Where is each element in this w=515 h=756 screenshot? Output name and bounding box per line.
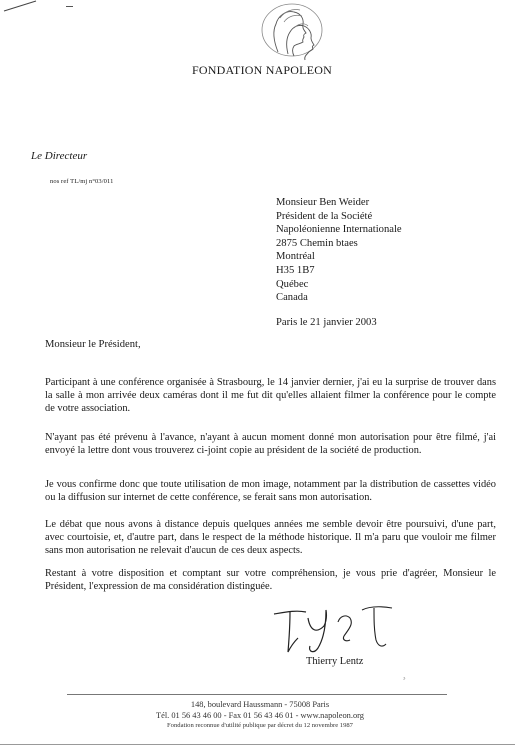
org-name: FONDATION NAPOLEON xyxy=(192,63,332,77)
handwritten-signature xyxy=(266,600,416,658)
scan-corner-mark xyxy=(0,0,40,14)
salutation: Monsieur le Président, xyxy=(45,339,141,350)
body-paragraph: Je vous confirme donc que toute utilisation de mon image, notamment par la distribution de cassettes vidéo ou la diffusion sur internet de cette conférence, se ferait sans mon autorisation. xyxy=(45,479,496,504)
address-line: Président de la Société xyxy=(276,210,373,222)
signer-name: Thierry Lentz xyxy=(306,656,364,667)
recipient-address xyxy=(276,196,402,305)
address-line: Canada xyxy=(276,292,308,304)
address-line: Napoléonienne Internationale xyxy=(276,224,402,236)
scan-speck: ᵓ xyxy=(403,674,406,684)
footer-address: 148, boulevard Haussmann - 75008 Paris xyxy=(190,700,330,709)
twin-profile-cameo-icon xyxy=(248,2,334,64)
address-line: 2875 Chemin btaes xyxy=(276,237,358,249)
footer-contact: Tél. 01 56 43 46 00 - Fax 01 56 43 46 01 - www.napoleon.org xyxy=(156,711,364,720)
scan-dash-mark xyxy=(66,6,73,7)
address-line: Québec xyxy=(276,278,309,290)
body-paragraph: Le débat que nous avons à distance depuis quelques années me semble devoir être poursuivi, d'une part, avec courtoisie, et, d'autre part, dans le respect de la méthode historique. Il m'a paru que vouloir me filmer sans mon autorisation ne relevait d'aucun de ces deux aspects. xyxy=(45,519,496,557)
address-line: Montréal xyxy=(276,251,315,263)
reference-number: nos ref TL/mj n°03/011 xyxy=(50,178,114,185)
footer-legal: Fondation reconnue d'utilité publique par décret du 12 novembre 1987 xyxy=(167,722,353,729)
address-line: Monsieur Ben Weider xyxy=(276,197,370,208)
footer-divider xyxy=(67,694,447,695)
letter-date: Paris le 21 janvier 2003 xyxy=(276,317,377,328)
sender-title: Le Directeur xyxy=(31,150,88,162)
body-paragraph: Participant à une conférence organisée à Strasbourg, le 14 janvier dernier, j'ai eu la surprise de trouver dans la salle à mon arrivée deux caméras dont il me fut dit qu'elles allaient filmer la conférence pour le compte de votre association. xyxy=(45,377,496,415)
body-paragraph: N'ayant pas été prévenu à l'avance, n'ayant à aucun moment donné mon autorisation pour être filmé, j'ai envoyé la lettre dont vous trouverez ci-joint copie au président de la société de production. xyxy=(45,432,496,457)
address-line: H35 1B7 xyxy=(276,264,315,276)
page-bottom-edge xyxy=(0,744,515,745)
body-paragraph: Restant à votre disposition et comptant sur votre compréhension, je vous prie d'agréer, Monsieur le Président, l'expression de ma considération distinguée. xyxy=(45,568,496,593)
